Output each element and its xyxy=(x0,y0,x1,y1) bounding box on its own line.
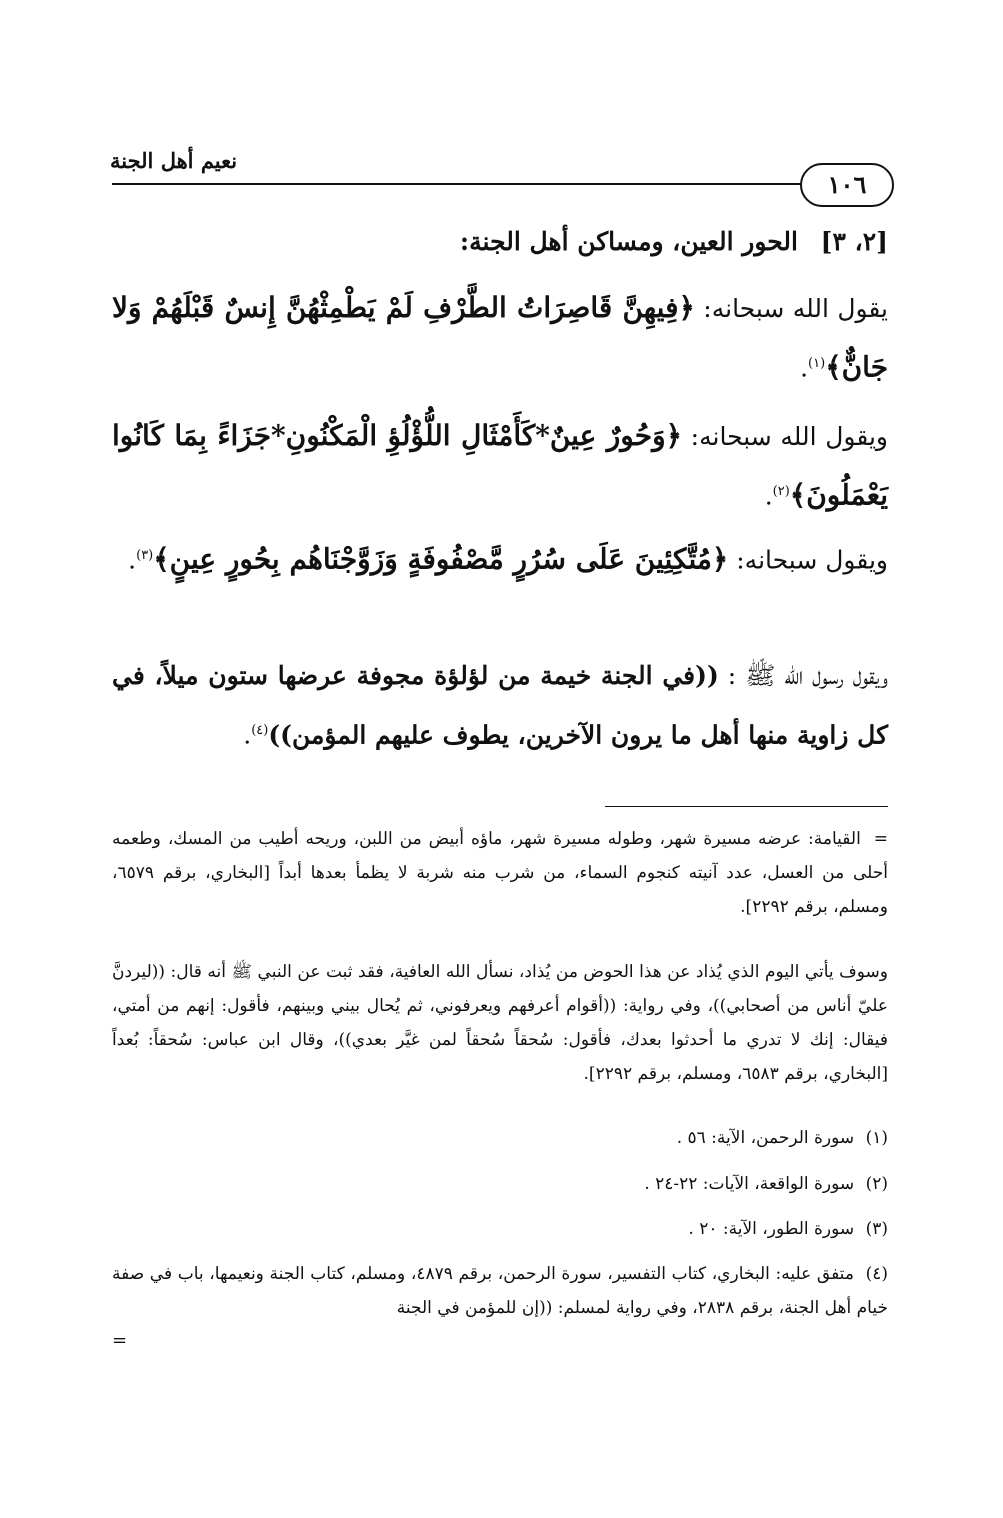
page-number: ١٠٦ xyxy=(800,163,894,207)
footnote-text: سورة الرحمن، الآية: ٥٦ . xyxy=(676,1128,855,1148)
footnote-text: سورة الطور، الآية: ٢٠ . xyxy=(688,1219,855,1239)
footnote-continuation-2 xyxy=(112,955,888,1091)
paragraph-end: . xyxy=(128,545,137,575)
quran-quote: ﴿وَحُورٌ عِينٌ*كَأَمْثَالِ اللُّؤْلُؤِ الْمَكْنُونِ*جَزَاءً بِمَا كَانُوا يَعْمَلُونَ﴾ xyxy=(112,419,888,512)
section-heading xyxy=(112,222,888,262)
section-number: [٢، ٣] xyxy=(820,227,888,256)
paragraph-1 xyxy=(112,280,888,395)
paragraph-3 xyxy=(112,528,888,587)
footnote-text: متفق عليه: البخاري، كتاب التفسير، سورة الرحمن، برقم ٤٨٧٩، ومسلم، كتاب الجنة ونعيمها، باب في صفة خيام أهل الجنة، برقم ٢٨٣٨، وفي رواية لمسلم: ((إن للمؤمن في الجنة xyxy=(112,1264,888,1318)
footnote-ref: (١) xyxy=(808,356,826,371)
footnote-separator xyxy=(605,806,888,807)
continued-marker: = xyxy=(112,1330,128,1351)
paragraph-4 xyxy=(112,648,888,762)
hadith-quote: ((في الجنة خيمة من لؤلؤة مجوفة عرضها ستون ميلاً، في كل زاوية منها أهل ما يرون الآخرين، يطوف عليهم المؤمن)) xyxy=(112,661,888,750)
footnote-4 xyxy=(112,1257,888,1325)
quran-quote: ﴿مُتَّكِئِينَ عَلَى سُرُرٍ مَّصْفُوفَةٍ وَزَوَّجْنَاهُم بِحُورٍ عِينٍ﴾ xyxy=(153,542,729,576)
paragraph-intro: ويقول سبحانه: xyxy=(728,545,888,575)
footnote-continuation-text: القيامة: عرضه مسيرة شهر، وطوله مسيرة شهر، ماؤه أبيض من اللبن، وريحه أطيب من المسك، وطعمه أحلى من العسل، عدد آنيته كنجوم السماء، من شرب منه شربة لا يظمأ بعدها أبداً [البخاري، برقم ٦٥٧٩، ومسلم، برقم ٢٢٩٢]. xyxy=(112,829,888,917)
footnote-continuation-text: وسوف يأتي اليوم الذي يُذاد عن هذا الحوض من يُذاد، نسأل الله العافية، فقد ثبت عن النبي ﷺ أنه قال: ((ليردنَّ عليّ أناس من أصحابي))، وفي رواية: ((أقوام أعرفهم ويعرفوني، ثم يُحال بيني وبينهم، فأقول: إنهم من أمتي، فيقال: إنك لا تدري ما أحدثوا بعدك، فأقول: سُحقاً سُحقاً لمن غيَّر بعدي))، وقال ابن عباس: سُحقاً: بُعداً [البخاري، برقم ٦٥٨٣، ومسلم، برقم ٢٢٩٢]. xyxy=(112,962,888,1084)
footnote-ref: (٢) xyxy=(772,484,790,499)
paragraph-end: . xyxy=(243,720,252,750)
section-title: الحور العين، ومساكن أهل الجنة: xyxy=(459,227,798,256)
continuation-marker: = xyxy=(873,829,888,849)
footnote-marker: (٤) xyxy=(865,1264,889,1284)
footnote-marker: (١) xyxy=(865,1128,888,1148)
footnote-marker: (٣) xyxy=(865,1219,888,1239)
paragraph-intro: ويقول رسول الله ﷺ : xyxy=(718,661,888,690)
footnote-3 xyxy=(112,1212,888,1246)
footnote-ref: (٤) xyxy=(251,723,269,738)
paragraph-2 xyxy=(112,408,888,523)
footnote-1 xyxy=(112,1121,888,1155)
running-header-title: نعيم أهل الجنة xyxy=(110,148,238,173)
paragraph-end: . xyxy=(764,481,773,511)
header-rule xyxy=(112,183,802,185)
footnote-2 xyxy=(112,1167,888,1201)
footnote-marker: (٢) xyxy=(865,1174,888,1194)
paragraph-intro: يقول الله سبحانه: xyxy=(694,294,889,323)
footnote-ref: (٣) xyxy=(136,548,154,563)
footnote-text: سورة الواقعة، الآيات: ٢٢-٢٤ . xyxy=(644,1174,855,1194)
footnote-continuation xyxy=(112,822,888,924)
quran-quote: ﴿فِيهِنَّ قَاصِرَاتُ الطَّرْفِ لَمْ يَطْمِثْهُنَّ إِنسٌ قَبْلَهُمْ وَلا جَانٌّ﴾ xyxy=(112,291,888,384)
paragraph-intro: ويقول الله سبحانه: xyxy=(682,422,888,451)
paragraph-end: . xyxy=(800,353,809,383)
